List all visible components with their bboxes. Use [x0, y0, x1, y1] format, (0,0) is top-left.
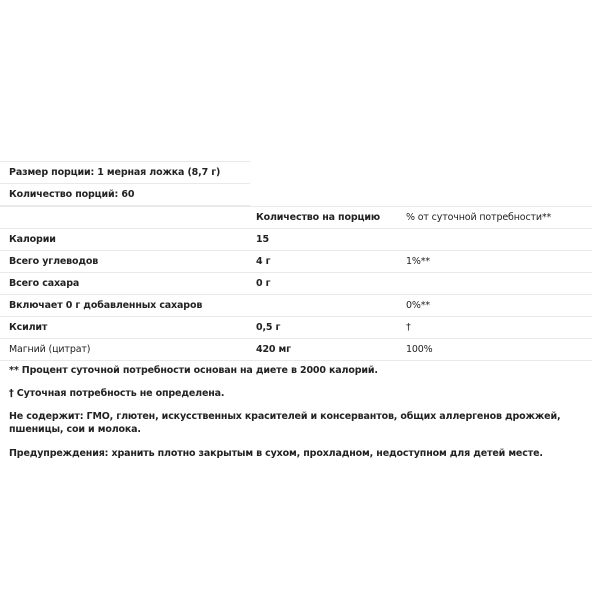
- nutrient-dv: 1%**: [406, 256, 430, 267]
- table-row: [0, 251, 592, 273]
- warnings-note: Предупреждения: хранить плотно закрытым в сухом, прохладном, недоступном для детей месте.: [9, 448, 543, 459]
- dagger-footnote: † Суточная потребность не определена.: [9, 388, 225, 399]
- footnotes: [9, 364, 589, 470]
- servings-count-row: [0, 184, 250, 206]
- serving-size-row: [0, 161, 250, 184]
- nutrient-amount: 0,5 г: [256, 322, 281, 333]
- nutrient-dv: 0%**: [406, 300, 430, 311]
- table-row: [0, 273, 592, 295]
- daily-value-footnote: ** Процент суточной потребности основан на диете в 2000 калорий.: [9, 365, 378, 376]
- nutrient-name: Магний (цитрат): [9, 344, 91, 355]
- table-row: [0, 229, 592, 251]
- table-row: [0, 339, 592, 361]
- nutrient-name: Всего углеводов: [9, 256, 99, 267]
- nutrient-dv: †: [406, 322, 411, 333]
- nutrient-name: Калории: [9, 234, 56, 245]
- nutrition-facts-table: [0, 161, 592, 361]
- nutrient-dv: 100%: [406, 344, 433, 355]
- nutrient-amount: 420 мг: [256, 344, 291, 355]
- servings-count-text: Количество порций: 60: [9, 189, 135, 200]
- table-header-row: [0, 206, 592, 229]
- serving-size-text: Размер порции: 1 мерная ложка (8,7 г): [9, 167, 221, 178]
- nutrient-amount: 0 г: [256, 278, 271, 289]
- free-from-note: Не содержит: ГМО, глютен, искусственных красителей и консервантов, общих аллергенов дрожжей, пшеницы, сои и молока.: [9, 411, 561, 435]
- nutrient-name: Включает 0 г добавленных сахаров: [9, 300, 203, 311]
- nutrient-name: Всего сахара: [9, 278, 80, 289]
- nutrient-amount: 4 г: [256, 256, 271, 267]
- header-daily-value: % от суточной потребности**: [406, 212, 552, 223]
- header-amount-per-serving: Количество на порцию: [256, 212, 380, 223]
- nutrient-name: Ксилит: [9, 322, 48, 333]
- nutrient-amount: 15: [256, 234, 269, 245]
- table-row: [0, 317, 592, 339]
- table-row: [0, 295, 592, 317]
